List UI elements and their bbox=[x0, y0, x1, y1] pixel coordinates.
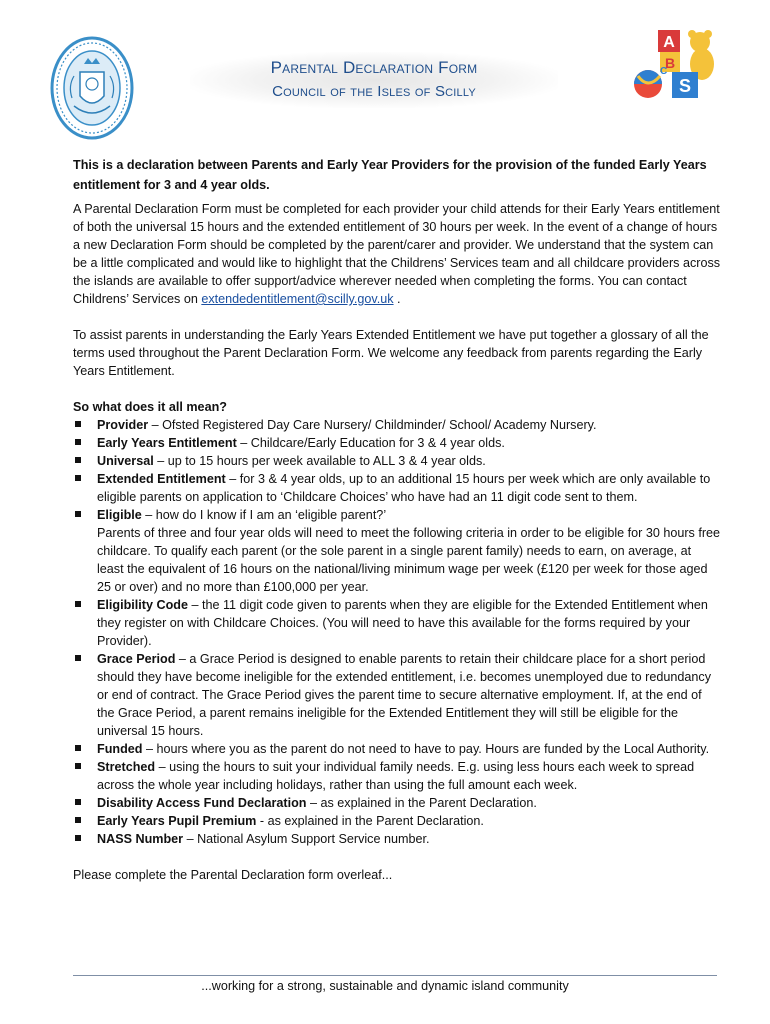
page-title: Parental Declaration Form bbox=[270, 58, 478, 77]
block-letter-c: C bbox=[660, 66, 668, 77]
closing-instruction: Please complete the Parental Declaration form overleaf... bbox=[73, 868, 393, 882]
intro-paragraph-text: A Parental Declaration Form must be completed for each provider your child attends for their Early Years entitlement of both the universal 15 hours and the extended entitlement of 30 hours per week. In the event of a change of hours a new Declaration Form should be completed by the parent/carer and provider. We understand that the system can be a little complicated and would like to highlight that the Childrens’ Services team and all childcare providers across the islands are available to offer support/advice wherever needed when completing the forms. You can contact Childrens’ Services on bbox=[73, 202, 721, 306]
intro-statement: This is a declaration between Parents and Early Year Providers for the provision of the funded Early Years entitlement for 3 and 4 year olds. bbox=[73, 158, 707, 192]
glossary-item-eligible: Eligible – how do I know if I am an ‘eligible parent?’ Parents of three and four year olds will need to meet the following criteria in order to be eligible for 30 hours free childcare. To qualify each parent (or the sole parent in a single parent family) needs to earn, on average, at least the equivalent of 16 hours on the national/living minimum wage per week (£120 per week for those aged 25 or over) and no more than £100,000 per year. bbox=[73, 506, 721, 596]
footer-tagline: ...working for a strong, sustainable and dynamic island community bbox=[201, 979, 569, 993]
glossary-item-disability-access-fund: Disability Access Fund Declaration – as explained in the Parent Declaration. bbox=[73, 794, 721, 812]
toy-blocks-illustration bbox=[628, 24, 720, 104]
block-letter-a: A bbox=[663, 34, 675, 51]
document-body bbox=[73, 155, 721, 884]
email-link[interactable]: extendedentitlement@scilly.gov.uk bbox=[201, 292, 394, 306]
glossary-item-nass-number: NASS Number – National Asylum Support Service number. bbox=[73, 830, 721, 848]
footer-divider bbox=[73, 975, 717, 976]
glossary-item-grace-period: Grace Period – a Grace Period is designed to enable parents to retain their childcare place for a short period should they have become ineligible for the extended entitlement, i.e. becomes unemployed due to redundancy or end of contract. The Grace Period gives the parent time to secure alternative employment. If, at the end of the Grace Period, a parent remains ineligible for the Extended Entitlement they will still be eligible for the universal 15 hours. bbox=[73, 650, 721, 740]
intro-paragraph bbox=[73, 200, 721, 308]
glossary-item-provider: Provider – Ofsted Registered Day Care Nursery/ Childminder/ School/ Academy Nursery. bbox=[73, 416, 721, 434]
glossary-intro-paragraph: To assist parents in understanding the Early Years Extended Entitlement we have put together a glossary of all the terms used throughout the Parent Declaration Form. We welcome any feedback from parents regarding the Early Years Entitlement. bbox=[73, 328, 709, 378]
glossary-item-extended-entitlement: Extended Entitlement – for 3 & 4 year olds, up to an additional 15 hours per week which are only available to eligible parents on application to ‘Childcare Choices’ who have had an 11 digit code sent to them. bbox=[73, 470, 721, 506]
glossary-item-universal: Universal – up to 15 hours per week available to ALL 3 & 4 year olds. bbox=[73, 452, 721, 470]
glossary-item-pupil-premium: Early Years Pupil Premium - as explained in the Parent Declaration. bbox=[73, 812, 721, 830]
block-letter-s: S bbox=[678, 76, 692, 96]
page-subtitle: Council of the Isles of Scilly bbox=[272, 83, 476, 100]
council-seal-logo bbox=[50, 36, 134, 140]
block-letter-b: B bbox=[664, 55, 676, 71]
glossary-item-stretched: Stretched – using the hours to suit your individual family needs. E.g. using less hours each week to spread across the whole year including holidays, rather than using the full amount each week. bbox=[73, 758, 721, 794]
glossary-item-early-years-entitlement: Early Years Entitlement – Childcare/Early Education for 3 & 4 year olds. bbox=[73, 434, 721, 452]
glossary-item-funded: Funded – hours where you as the parent do not need to have to pay. Hours are funded by the Local Authority. bbox=[73, 740, 721, 758]
eligible-criteria-text: Parents of three and four year olds will need to meet the following criteria in order to be eligible for 30 hours free childcare. To qualify each parent (or the sole parent in a single parent family) needs to earn, on average, at least the equivalent of 16 hours on the national/living minimum wage per week (£120 per week for those aged 25 or over) and no more than £100,000 per year. bbox=[97, 526, 721, 594]
title-block bbox=[190, 52, 558, 108]
glossary-item-eligibility-code: Eligibility Code – the 11 digit code given to parents when they are eligible for the Extended Entitlement when they register on with Childcare Choices. (You will need to have this available for the forms required by your Provider). bbox=[73, 596, 721, 650]
glossary-heading: So what does it all mean? bbox=[73, 400, 227, 414]
intro-paragraph-end: . bbox=[393, 292, 401, 306]
glossary-list bbox=[73, 416, 721, 848]
